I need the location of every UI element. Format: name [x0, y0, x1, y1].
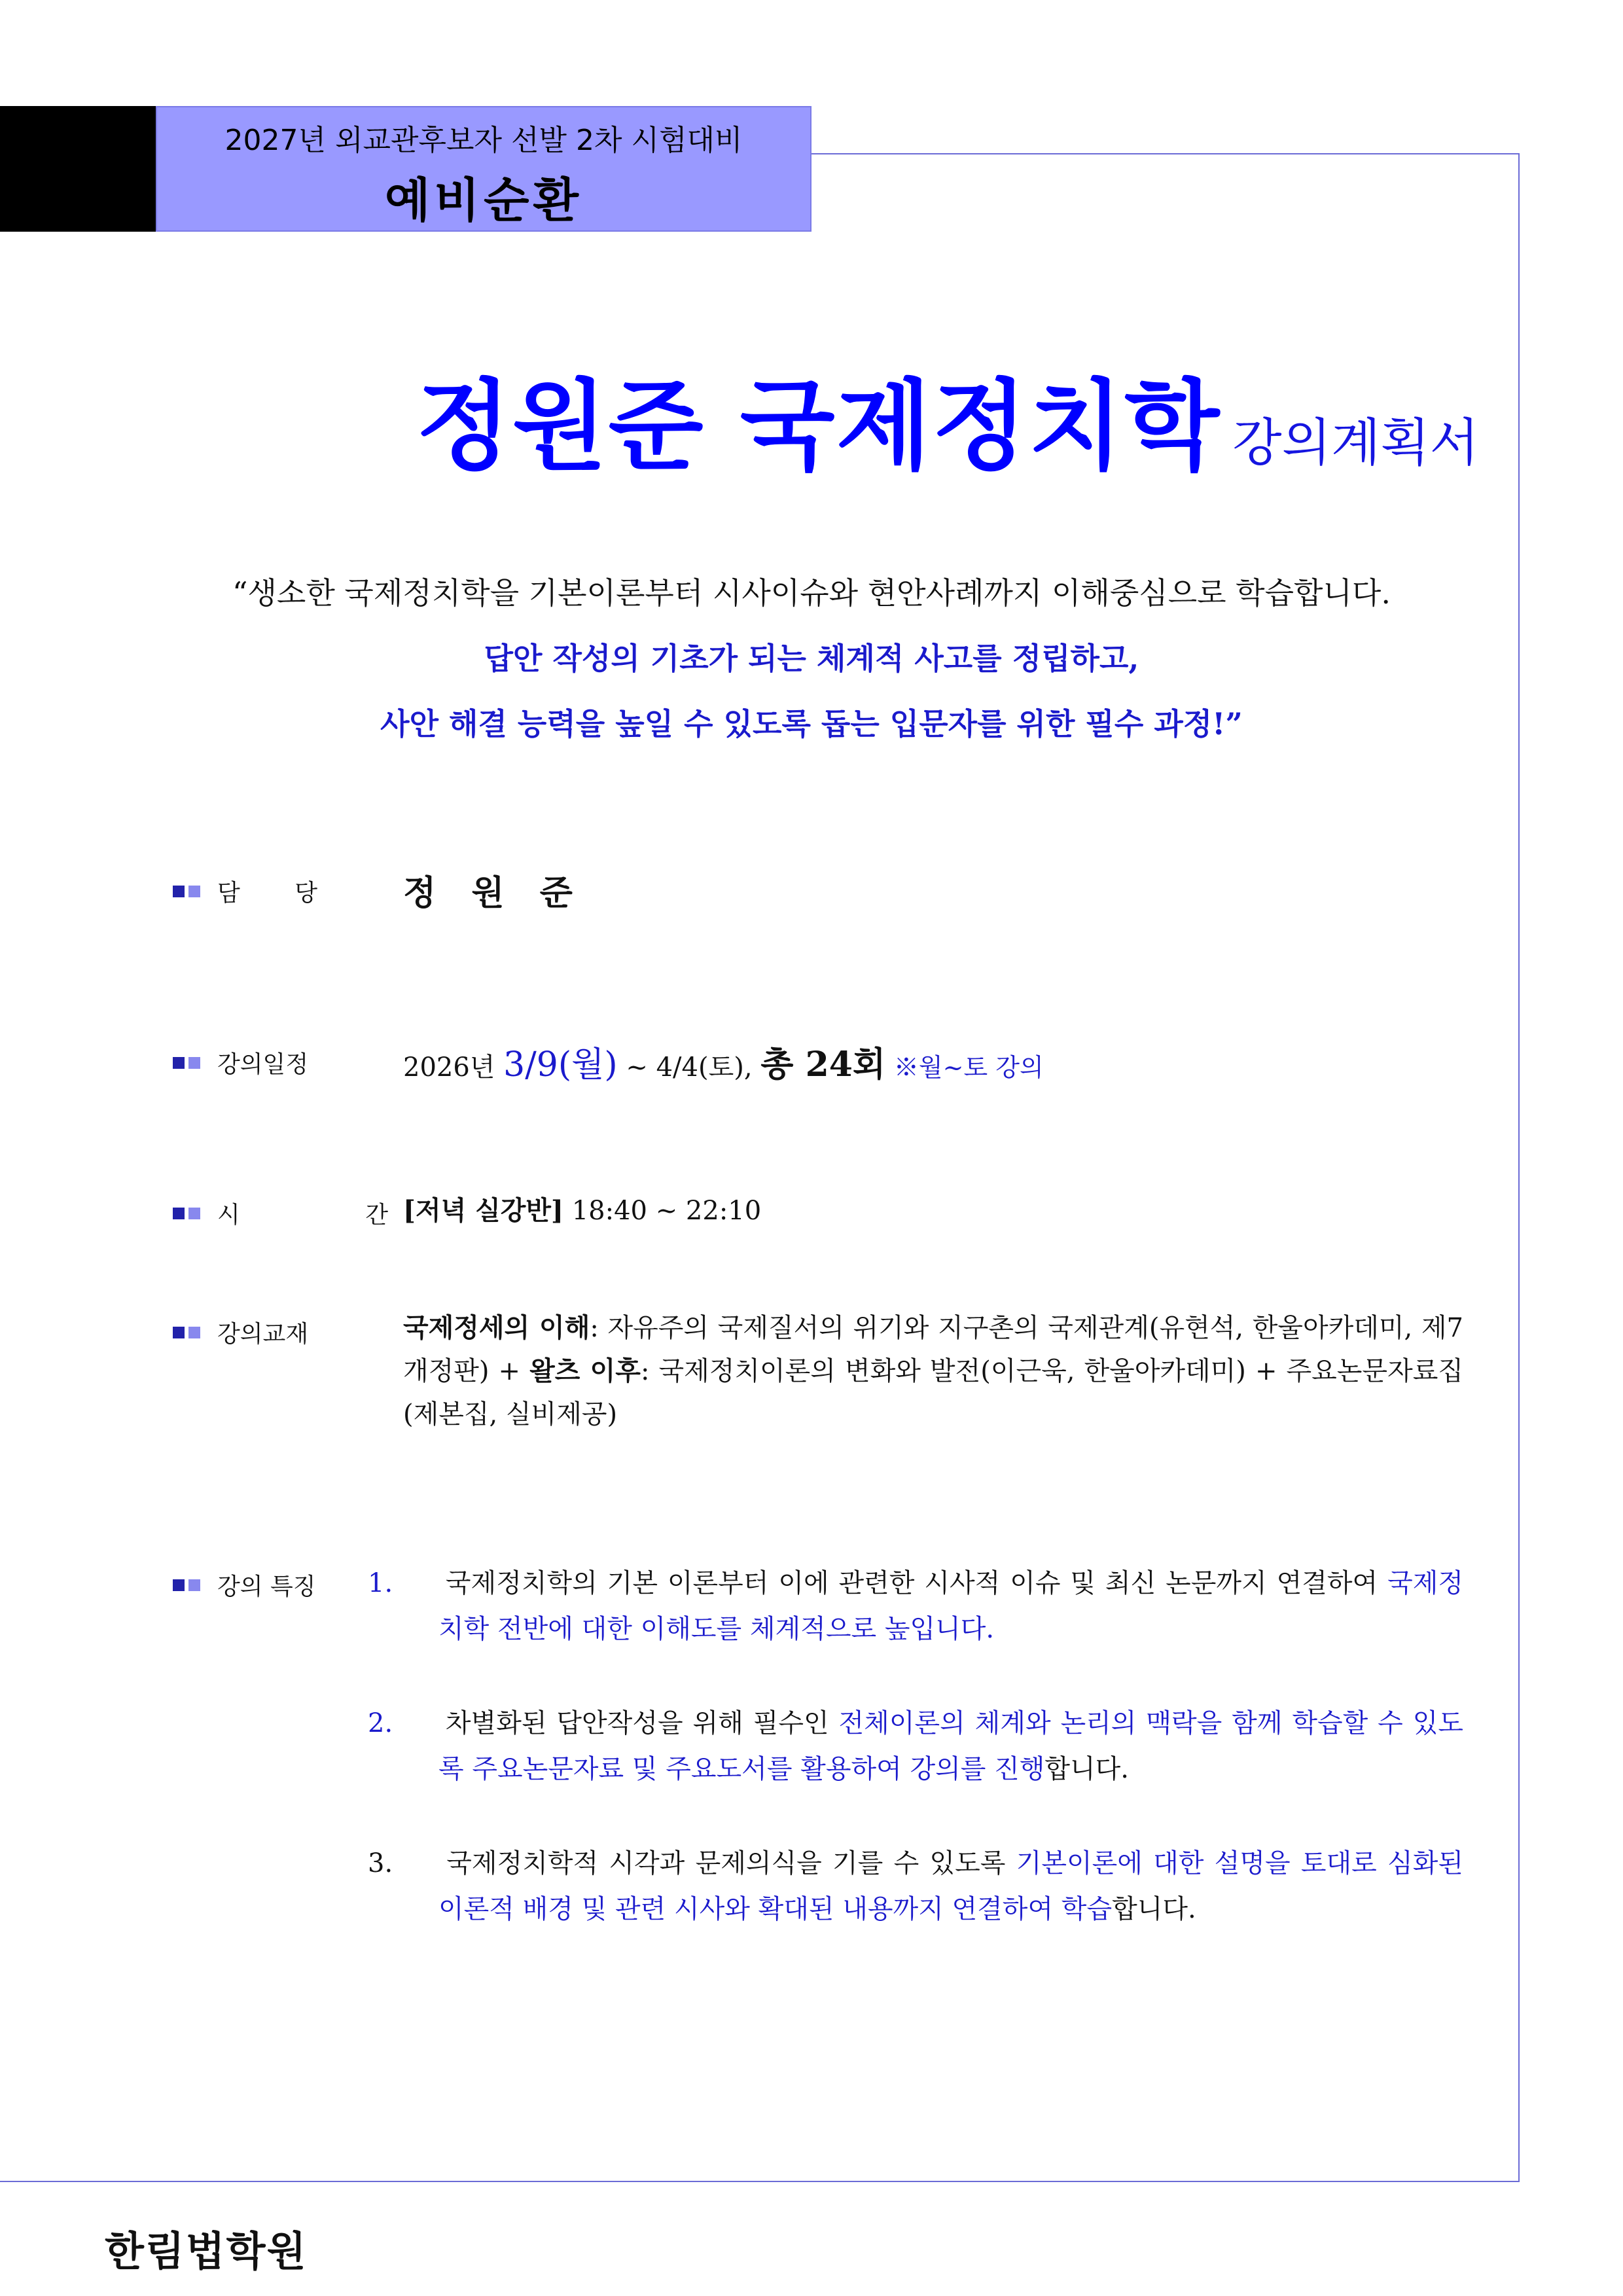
schedule-label: 강의일정	[173, 1046, 308, 1079]
book3: 주요논문자료집(제본집, 실비제공)	[403, 1356, 1463, 1429]
title-main: 정원준 국제정치학	[416, 370, 1221, 484]
feature-3-highlight: 기본이론에 대한 설명을 토대로 심화된 이론적 배경 및 관련 시사와 확대된 내용까지 연결하여 학습	[438, 1848, 1464, 1924]
feature-2-plain-2: 합니다.	[1044, 1754, 1130, 1784]
book2-title: 왈츠 이후	[529, 1355, 641, 1386]
bullet-squares-icon	[173, 1327, 200, 1338]
schedule-value	[403, 1037, 1044, 1086]
corner-black-block	[0, 106, 156, 232]
book2-desc: : 국제정치이론의 변화와 발전(이근욱, 한울아카데미) +	[640, 1356, 1277, 1386]
schedule-end: ~ 4/4(토),	[626, 1052, 753, 1083]
features-label: 강의 특징	[173, 1568, 316, 1602]
feature-3-plain-2: 합니다.	[1112, 1894, 1196, 1924]
schedule-note: ※월~토 강의	[893, 1053, 1044, 1082]
page-title	[416, 347, 1479, 488]
feature-item-3	[368, 1840, 1464, 1932]
schedule-total: 총 24회	[760, 1045, 886, 1085]
feature-1-number: 1.	[368, 1568, 393, 1598]
page-frame-bottom-line	[0, 2181, 1520, 2182]
schedule-start: 3/9(월)	[503, 1045, 618, 1085]
feature-item-1	[368, 1560, 1463, 1652]
book1-title: 국제정세의 이해	[403, 1312, 590, 1343]
feature-item-2	[368, 1700, 1464, 1792]
feature-3-number: 3.	[368, 1848, 393, 1878]
time-range: 18:40 ~ 22:10	[571, 1196, 762, 1226]
schedule-year: 2026년	[403, 1052, 495, 1083]
feature-2-highlight: 전체이론의 체계와 논리의 맥락을 함께 학습할 수 있도록 주요논문자료 및 주요도서를 활용하여 강의를 진행	[438, 1708, 1464, 1784]
footer-logo: 한림법학원	[105, 2227, 308, 2275]
textbook-label: 강의교재	[173, 1316, 308, 1349]
intro-line-2: 답안 작성의 기초가 되는 체계적 사고를 정립하고,	[484, 641, 1139, 676]
teacher-name: 정 원 준	[403, 873, 584, 913]
intro-line-1: “생소한 국제정치학을 기본이론부터 시사이슈와 현안사례까지 이해중심으로 학습합니다.	[232, 575, 1391, 611]
feature-3-plain-1: 국제정치학적 시각과 문제의식을 기를 수 있도록	[446, 1848, 1006, 1878]
teacher-label: 담 당	[173, 874, 341, 908]
feature-2-number: 2.	[368, 1708, 393, 1738]
title-suffix: 강의계획서	[1232, 414, 1479, 473]
feature-2-plain-1: 차별화된 답안작성을 위해 필수인	[445, 1708, 829, 1738]
time-label: 시 간	[173, 1196, 447, 1230]
feature-1-highlight: 국제정치학 전반에 대한 이해도를 체계적으로 높입니다.	[438, 1568, 1463, 1644]
header-banner	[156, 106, 812, 232]
feature-1-plain: 국제정치학의 기본 이론부터 이에 관련한 시사적 이슈 및 최신 논문까지 연결하여	[445, 1568, 1378, 1598]
intro-line-3: 사안 해결 능력을 높일 수 있도록 돕는 입문자를 위한 필수 과정!”	[380, 706, 1243, 742]
header-main-title: 예비순환	[384, 173, 583, 228]
header-subtitle: 2027년 외교관후보자 선발 2차 시험대비	[224, 124, 743, 157]
bullet-squares-icon	[173, 886, 200, 897]
bullet-squares-icon	[173, 1579, 200, 1591]
book1-desc: : 자유주의 국제질서의 위기와 지구촌의 국제관계(유현석, 한울아카데미, 제7개정판) +	[403, 1313, 1464, 1386]
textbook-text	[403, 1306, 1463, 1436]
bullet-squares-icon	[173, 1208, 200, 1219]
time-value	[403, 1190, 761, 1227]
time-class-type: [저녁 실강반]	[403, 1195, 563, 1226]
bullet-squares-icon	[173, 1057, 200, 1069]
